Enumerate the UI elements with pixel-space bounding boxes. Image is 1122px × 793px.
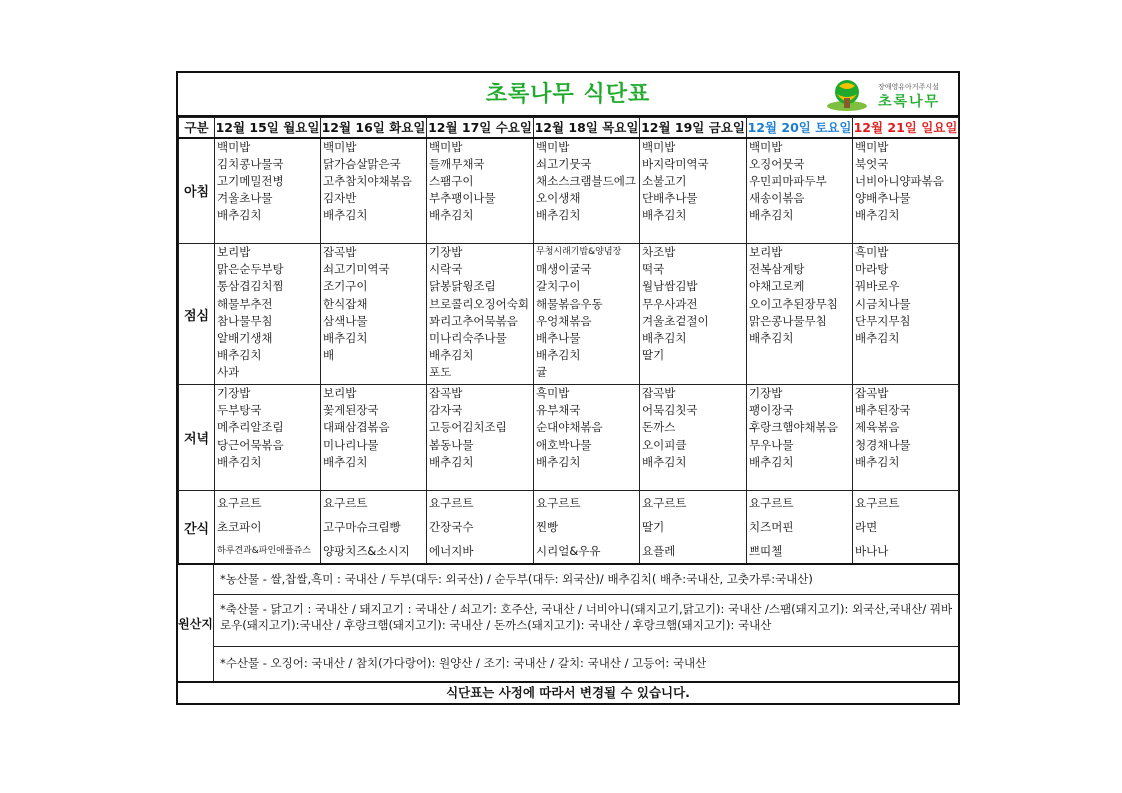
- dish-item: 참나물무침: [217, 313, 273, 328]
- dish-item: 흑미밥: [536, 386, 570, 400]
- dish-item: 미나리나물: [323, 437, 379, 452]
- dish-item: 백미밥: [323, 139, 357, 154]
- dish-item: 대패삼겹볶음: [323, 420, 390, 435]
- dish-item: 스팸구이: [429, 173, 474, 188]
- day-header-sun: 12월 21일 일요일: [853, 118, 959, 138]
- snack-mon-cell: [215, 491, 321, 564]
- dish-item: 닭봉닭윙조림: [429, 279, 496, 294]
- dish-item: 백미밥: [536, 139, 570, 154]
- dish-item: 청경채나물: [855, 437, 911, 452]
- dish-item: 하루견과&파인애플쥬스: [217, 546, 311, 556]
- dish-item: 백미밥: [217, 139, 251, 154]
- dish-item: 알배기생채: [217, 331, 273, 346]
- day-header-fri: 12월 19일 금요일: [640, 118, 747, 138]
- dish-item: 닭가슴살맑은국: [323, 156, 401, 171]
- dish-item: 배추김치: [429, 208, 474, 223]
- dinner-sun-cell: [853, 385, 959, 491]
- dinner-sat-cell: [747, 385, 853, 491]
- dish-item: 배추김치: [855, 331, 900, 346]
- dish-item: 소불고기: [642, 173, 687, 188]
- lunch-label: 점심: [179, 244, 215, 385]
- dish-item: 매생이굴국: [536, 262, 592, 277]
- dish-item: 딸기: [642, 520, 665, 534]
- dish-item: 요구르트: [429, 496, 474, 510]
- dish-item: 메추리알조림: [217, 420, 284, 435]
- dish-item: 봄동나물: [429, 437, 474, 452]
- dish-item: 잡곡밥: [855, 386, 889, 400]
- dish-item: 기장밥: [217, 386, 251, 400]
- dish-item: 배추김치: [536, 208, 581, 223]
- dish-item: 배추김치: [855, 208, 900, 223]
- dish-item: 기장밥: [749, 386, 783, 400]
- lunch-wed-cell: [427, 244, 534, 385]
- lunch-tue-cell: [321, 244, 427, 385]
- dish-item: 맑은콩나물무침: [749, 313, 827, 328]
- dish-item: 마라탕: [855, 262, 889, 277]
- dish-item: 오이고추된장무침: [749, 296, 838, 311]
- lunch-mon-cell: [215, 244, 321, 385]
- dish-item: 유부채국: [536, 403, 581, 418]
- dish-item: 오이피클: [642, 437, 687, 452]
- dish-item: 꽃게된장국: [323, 403, 379, 418]
- dish-item: 겨울초나물: [217, 191, 273, 206]
- dish-item: 고등어김치조림: [429, 420, 507, 435]
- dish-item: 오징어뭇국: [749, 156, 805, 171]
- dish-item: 제육볶음: [855, 420, 900, 435]
- snack-label: 간식: [179, 491, 215, 564]
- dinner-row: [179, 385, 959, 491]
- dish-item: 배추김치: [323, 331, 368, 346]
- dish-item: 딸기: [642, 348, 665, 363]
- dish-item: 라면: [855, 520, 878, 534]
- lunch-row: [179, 244, 959, 385]
- dish-item: 어묵김칫국: [642, 403, 698, 418]
- dish-item: 배추김치: [749, 331, 794, 346]
- dish-item: 배추김치: [642, 208, 687, 223]
- origin-label: 원산지: [178, 565, 214, 681]
- dish-item: 맑은순두부탕: [217, 262, 284, 277]
- dish-item: 너비아니양파볶음: [855, 173, 944, 188]
- dish-item: 전복삼계탕: [749, 262, 805, 277]
- breakfast-fri-cell: [640, 138, 747, 244]
- dish-item: 포도: [429, 365, 452, 380]
- dish-item: 시금치나물: [855, 296, 911, 311]
- dish-item: 김자반: [323, 191, 357, 206]
- dish-item: 배추김치: [429, 454, 474, 469]
- dinner-mon-cell: [215, 385, 321, 491]
- dish-item: 시락국: [429, 262, 463, 277]
- dish-item: 고기메밀전병: [217, 173, 284, 188]
- dish-item: 백미밥: [855, 139, 889, 154]
- breakfast-thu-cell: [534, 138, 640, 244]
- breakfast-wed-cell: [427, 138, 534, 244]
- dish-item: 해물부추전: [217, 296, 273, 311]
- dish-item: 월남쌈김밥: [642, 279, 698, 294]
- lunch-fri-cell: [640, 244, 747, 385]
- dish-item: 북엇국: [855, 156, 889, 171]
- dish-item: 요구르트: [536, 496, 581, 510]
- dish-item: 치즈머핀: [749, 520, 794, 534]
- breakfast-sat-cell: [747, 138, 853, 244]
- header-row: [179, 118, 959, 138]
- dish-item: 배추김치: [217, 348, 262, 363]
- day-header-tue: 12월 16일 화요일: [321, 118, 427, 138]
- dish-item: 들깨무채국: [429, 156, 485, 171]
- dish-item: 조기구이: [323, 279, 368, 294]
- origin-seafood: *수산물 - 오징어: 국내산 / 참치(가다랑어): 원양산 / 조기: 국내산 / 갈치: 국내산 / 고등어: 국내산: [220, 656, 707, 670]
- dish-item: 단배추나물: [642, 191, 698, 206]
- dish-item: 떡국: [642, 262, 665, 277]
- dish-item: 잡곡밥: [429, 386, 463, 400]
- dish-item: 무청시래기밥&양념장: [536, 247, 622, 257]
- dish-item: 애호박나물: [536, 437, 592, 452]
- dish-item: 단무지무침: [855, 313, 911, 328]
- dish-item: 배추김치: [536, 454, 581, 469]
- dish-item: 당근어묵볶음: [217, 437, 284, 452]
- dish-item: 초코파이: [217, 520, 262, 534]
- dish-item: 후랑크햄야채볶음: [749, 420, 838, 435]
- dish-item: 감자국: [429, 403, 463, 418]
- dish-item: 바나나: [855, 544, 889, 558]
- dish-item: 배추김치: [429, 348, 474, 363]
- dinner-thu-cell: [534, 385, 640, 491]
- dinner-wed-cell: [427, 385, 534, 491]
- dish-item: 꽈리고추어묵볶음: [429, 313, 518, 328]
- dish-item: 백미밥: [429, 139, 463, 154]
- category-header: 구분: [179, 118, 215, 138]
- logo-subtitle: 장애영유아거주시설: [878, 83, 939, 91]
- dish-item: 꿔바로우: [855, 279, 900, 294]
- dish-item: 요구르트: [855, 496, 900, 510]
- dinner-tue-cell: [321, 385, 427, 491]
- dish-item: 배추김치: [217, 454, 262, 469]
- snack-row: [179, 491, 959, 564]
- day-header-mon: 12월 15일 월요일: [215, 118, 321, 138]
- sheet-header: [178, 73, 958, 117]
- dish-item: 김치콩나물국: [217, 156, 284, 171]
- dish-item: 우민피마파두부: [749, 173, 827, 188]
- day-header-sat: 12월 20일 토요일: [747, 118, 853, 138]
- dish-item: 고구마슈크림빵: [323, 520, 401, 534]
- dish-item: 찐빵: [536, 520, 559, 534]
- dish-item: 쁘띠첼: [749, 544, 783, 558]
- dish-item: 한식잡채: [323, 296, 368, 311]
- dish-item: 백미밥: [749, 139, 783, 154]
- dish-item: 배추김치: [642, 331, 687, 346]
- dish-item: 쇠고기뭇국: [536, 156, 592, 171]
- dish-item: 바지락미역국: [642, 156, 709, 171]
- page-title: 초록나무 식단표: [485, 82, 651, 107]
- breakfast-mon-cell: [215, 138, 321, 244]
- dish-item: 귤: [536, 365, 548, 380]
- origin-livestock: *축산물 - 닭고기 : 국내산 / 돼지고기 : 국내산 / 쇠고기: 호주산, 국내산 / 너비아니(돼지고기,닭고기): 국내산 /스팸(돼지고기): 외국산,국내산/ 꿔바로우(돼지고기):국내산 / 후랑크햄(돼지고기): 국내산 / 돈까스(돼지고기): 국내산 / 후랑크햄(돼지고기): 국내산: [214, 595, 958, 647]
- menu-table: [178, 117, 959, 564]
- dish-item: 부추팽이나물: [429, 191, 496, 206]
- dish-item: 요구르트: [749, 496, 794, 510]
- snack-thu-cell: [534, 491, 640, 564]
- origin-section: [178, 563, 958, 681]
- dish-item: 양배추나물: [855, 191, 911, 206]
- dish-item: 간장국수: [429, 520, 474, 534]
- dish-item: 두부탕국: [217, 403, 262, 418]
- day-header-thu: 12월 18일 목요일: [534, 118, 640, 138]
- lunch-sun-cell: [853, 244, 959, 385]
- dinner-label: 저녁: [179, 385, 215, 491]
- origin-agricultural: *농산물 - 쌀,찹쌀,흑미 : 국내산 / 두부(대두: 외국산) / 순두부(대두: 외국산)/ 배추김치( 배추:국내산, 고춧가루:국내산): [214, 565, 958, 595]
- dish-item: 배추김치: [749, 454, 794, 469]
- dish-item: 흑미밥: [855, 245, 889, 259]
- dish-item: 기장밥: [429, 245, 463, 259]
- dish-item: 요구르트: [217, 496, 262, 510]
- dish-item: 차조밥: [642, 245, 676, 259]
- snack-fri-cell: [640, 491, 747, 564]
- dish-item: 잡곡밥: [642, 386, 676, 400]
- dish-item: 고추참치야채볶음: [323, 173, 412, 188]
- lunch-sat-cell: [747, 244, 853, 385]
- dish-item: 시리얼&우유: [536, 544, 601, 558]
- dish-item: 쇠고기미역국: [323, 262, 390, 277]
- dish-item: 통삼겹김치찜: [217, 279, 284, 294]
- breakfast-tue-cell: [321, 138, 427, 244]
- breakfast-row: [179, 138, 959, 244]
- dish-item: 순대야채볶음: [536, 420, 603, 435]
- dish-item: 미나리숙주나물: [429, 331, 507, 346]
- meal-plan-sheet: [176, 71, 960, 705]
- dinner-fri-cell: [640, 385, 747, 491]
- dish-item: 채소스크램블드에그: [536, 173, 636, 188]
- dish-item: 해물볶음우동: [536, 296, 603, 311]
- dish-item: 브로콜리오징어숙회: [429, 296, 529, 311]
- dish-item: 배추김치: [749, 208, 794, 223]
- dish-item: 배추김치: [536, 348, 581, 363]
- menu-body: [179, 138, 959, 564]
- tree-logo-icon: [826, 78, 868, 112]
- snack-wed-cell: [427, 491, 534, 564]
- logo-name: 초록나무: [878, 94, 941, 110]
- dish-item: 배추김치: [217, 208, 262, 223]
- dish-item: 무우나물: [749, 437, 794, 452]
- breakfast-label: 아침: [179, 138, 215, 244]
- dish-item: 배추나물: [536, 331, 581, 346]
- dish-item: 요플레: [642, 544, 676, 558]
- dish-item: 오이생채: [536, 191, 581, 206]
- dish-item: 배추김치: [855, 454, 900, 469]
- snack-tue-cell: [321, 491, 427, 564]
- day-header-wed: 12월 17일 수요일: [427, 118, 534, 138]
- dish-item: 요구르트: [323, 496, 368, 510]
- dish-item: 돈까스: [642, 420, 676, 435]
- dish-item: 팽이장국: [749, 403, 794, 418]
- facility-logo: [826, 78, 952, 112]
- dish-item: 보리밥: [749, 245, 783, 259]
- dish-item: 보리밥: [217, 245, 251, 259]
- dish-item: 백미밥: [642, 139, 676, 154]
- snack-sat-cell: [747, 491, 853, 564]
- dish-item: 갈치구이: [536, 279, 581, 294]
- dish-item: 배추김치: [642, 454, 687, 469]
- dish-item: 배추된장국: [855, 403, 911, 418]
- dish-item: 양팡치즈&소시지: [323, 544, 410, 558]
- dish-item: 새송이볶음: [749, 191, 805, 206]
- snack-sun-cell: [853, 491, 959, 564]
- lunch-thu-cell: [534, 244, 640, 385]
- dish-item: 보리밥: [323, 386, 357, 400]
- dish-item: 요구르트: [642, 496, 687, 510]
- dish-item: 야채고로케: [749, 279, 805, 294]
- dish-item: 사과: [217, 365, 240, 380]
- dish-item: 배추김치: [323, 454, 368, 469]
- dish-item: 배추김치: [323, 208, 368, 223]
- dish-item: 배: [323, 348, 335, 363]
- breakfast-sun-cell: [853, 138, 959, 244]
- dish-item: 삼색나물: [323, 313, 368, 328]
- dish-item: 우엉채볶음: [536, 313, 592, 328]
- dish-item: 에너지바: [429, 544, 474, 558]
- dish-item: 무우사과전: [642, 296, 698, 311]
- dish-item: 겨울초겉절이: [642, 313, 709, 328]
- dish-item: 잡곡밥: [323, 245, 357, 259]
- footer-note: 식단표는 사정에 따라서 변경될 수 있습니다.: [178, 681, 958, 703]
